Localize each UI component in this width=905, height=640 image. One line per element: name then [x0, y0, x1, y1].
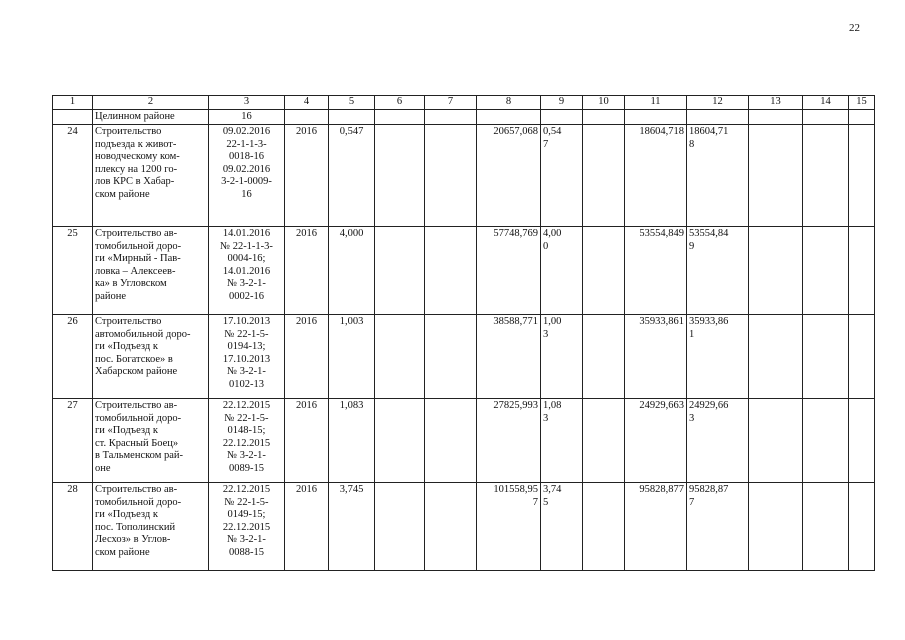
- amount-cell: 18604,71 8: [687, 125, 749, 227]
- document-cell: 22.12.2015 № 22-1-5- 0149-15; 22.12.2015 № 3-2-1- 0088-15: [209, 483, 285, 571]
- year-cell: 2016: [285, 483, 329, 571]
- table-cell: [583, 109, 625, 125]
- table-cell: [749, 315, 803, 399]
- capacity-cell: 4,00 0: [541, 227, 583, 315]
- header-cell: 1: [53, 96, 93, 110]
- table-cell: [803, 315, 849, 399]
- header-cell: 15: [849, 96, 875, 110]
- length-cell: 4,000: [329, 227, 375, 315]
- table-cell: [583, 399, 625, 483]
- document-cell: 14.01.2016 № 22-1-1-3- 0004-16; 14.01.2016 № 3-2-1- 0002-16: [209, 227, 285, 315]
- capacity-cell: 1,00 3: [541, 315, 583, 399]
- table-cell: [477, 109, 541, 125]
- object-name-cell: Строительство подъезда к живот- новодческому ком- плексу на 1200 го- лов КРС в Хабар- ском районе: [93, 125, 209, 227]
- header-cell: 8: [477, 96, 541, 110]
- year-cell: 2016: [285, 399, 329, 483]
- table-cell: [749, 109, 803, 125]
- table-cell: [583, 483, 625, 571]
- header-cell: 3: [209, 96, 285, 110]
- table-row: [53, 315, 875, 399]
- table-cell: [803, 227, 849, 315]
- table-cell: [849, 227, 875, 315]
- table-cell: [749, 483, 803, 571]
- table-cell: [849, 483, 875, 571]
- amount-cell: 95828,87 7: [687, 483, 749, 571]
- table-row: [53, 483, 875, 571]
- cost-cell: 38588,771: [477, 315, 541, 399]
- table-cell: [375, 227, 425, 315]
- header-cell: 9: [541, 96, 583, 110]
- table-cell: [375, 483, 425, 571]
- amount-cell: 53554,84 9: [687, 227, 749, 315]
- length-cell: 1,083: [329, 399, 375, 483]
- row-number-cell: 26: [53, 315, 93, 399]
- table-cell: [425, 399, 477, 483]
- amount-cell: 18604,718: [625, 125, 687, 227]
- table-cell: [583, 315, 625, 399]
- cost-cell: 20657,068: [477, 125, 541, 227]
- table-cell: [285, 109, 329, 125]
- length-cell: 0,547: [329, 125, 375, 227]
- capacity-cell: 3,74 5: [541, 483, 583, 571]
- table-cell: [749, 399, 803, 483]
- document-cell: 22.12.2015 № 22-1-5- 0148-15; 22.12.2015 № 3-2-1- 0089-15: [209, 399, 285, 483]
- table-cell: [849, 399, 875, 483]
- header-cell: 5: [329, 96, 375, 110]
- row-number-cell: 28: [53, 483, 93, 571]
- document-cell: 17.10.2013 № 22-1-5- 0194-13; 17.10.2013 № 3-2-1- 0102-13: [209, 315, 285, 399]
- amount-cell: 24929,663: [625, 399, 687, 483]
- object-name-cell: Строительство автомобильной доро- ги «Подъезд к пос. Богатское» в Хабарском районе: [93, 315, 209, 399]
- table-cell: [425, 315, 477, 399]
- table-cell: [375, 125, 425, 227]
- document-cell: 16: [209, 109, 285, 125]
- table-cell: [583, 125, 625, 227]
- table-cell: [541, 109, 583, 125]
- amount-cell: 53554,849: [625, 227, 687, 315]
- header-cell: 12: [687, 96, 749, 110]
- cost-cell: 57748,769: [477, 227, 541, 315]
- object-name-cell: Строительство ав- томобильной доро- ги «Подъезд к пос. Тополинский Лесхоз» в Углов- ском районе: [93, 483, 209, 571]
- table-cell: [849, 125, 875, 227]
- page-number: 22: [849, 22, 860, 34]
- header-cell: 6: [375, 96, 425, 110]
- header-cell: 7: [425, 96, 477, 110]
- table-cell: [53, 109, 93, 125]
- header-cell: 11: [625, 96, 687, 110]
- table-cell: [749, 125, 803, 227]
- object-name-cell: Строительство ав- томобильной доро- ги «Подъезд к ст. Красный Боец» в Тальменском рай- оне: [93, 399, 209, 483]
- amount-cell: 95828,877: [625, 483, 687, 571]
- length-cell: 3,745: [329, 483, 375, 571]
- header-cell: 14: [803, 96, 849, 110]
- table-cell: [425, 125, 477, 227]
- amount-cell: 24929,66 3: [687, 399, 749, 483]
- object-name-cell: Строительство ав- томобильной доро- ги «Мирный - Пав- ловка – Алексеев- ка» в Угловском районе: [93, 227, 209, 315]
- table-cell: [329, 109, 375, 125]
- table-row: [53, 227, 875, 315]
- table-cell: [625, 109, 687, 125]
- length-cell: 1,003: [329, 315, 375, 399]
- cost-cell: 27825,993: [477, 399, 541, 483]
- table-cell: [749, 227, 803, 315]
- table-row: [53, 125, 875, 227]
- row-number-cell: 27: [53, 399, 93, 483]
- header-cell: 2: [93, 96, 209, 110]
- table-cell: [687, 109, 749, 125]
- capacity-cell: 0,54 7: [541, 125, 583, 227]
- header-cell: 4: [285, 96, 329, 110]
- continuation-row: [53, 109, 875, 125]
- table-cell: [375, 315, 425, 399]
- year-cell: 2016: [285, 315, 329, 399]
- objects-table: [52, 95, 875, 571]
- table-cell: [803, 399, 849, 483]
- header-row: [53, 96, 875, 110]
- table-cell: [849, 109, 875, 125]
- amount-cell: 35933,86 1: [687, 315, 749, 399]
- document-cell: 09.02.2016 22-1-1-3- 0018-16 09.02.2016 3-2-1-0009- 16: [209, 125, 285, 227]
- row-number-cell: 24: [53, 125, 93, 227]
- year-cell: 2016: [285, 227, 329, 315]
- object-name-cell: Целинном районе: [93, 109, 209, 125]
- table-cell: [425, 109, 477, 125]
- table-cell: [803, 109, 849, 125]
- table-cell: [583, 227, 625, 315]
- table-cell: [803, 483, 849, 571]
- row-number-cell: 25: [53, 227, 93, 315]
- header-cell: 13: [749, 96, 803, 110]
- cost-cell: 101558,95 7: [477, 483, 541, 571]
- year-cell: 2016: [285, 125, 329, 227]
- table-cell: [375, 109, 425, 125]
- amount-cell: 35933,861: [625, 315, 687, 399]
- capacity-cell: 1,08 3: [541, 399, 583, 483]
- table-cell: [803, 125, 849, 227]
- table-cell: [849, 315, 875, 399]
- table-cell: [375, 399, 425, 483]
- table-cell: [425, 483, 477, 571]
- table-row: [53, 399, 875, 483]
- header-cell: 10: [583, 96, 625, 110]
- table-cell: [425, 227, 477, 315]
